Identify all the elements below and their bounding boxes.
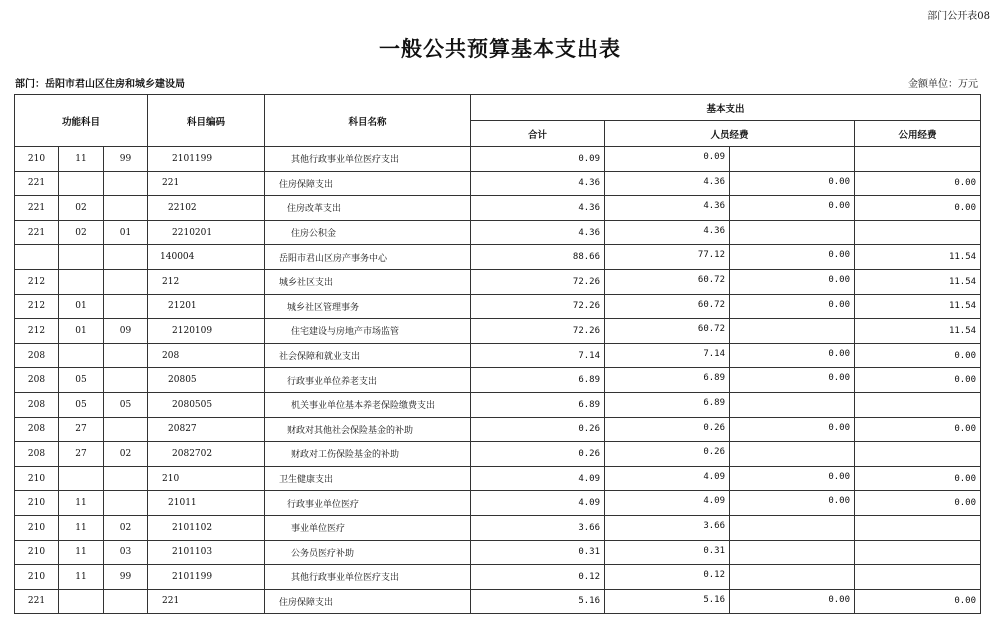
subject-name-cell: 行政事业单位养老支出 <box>265 368 471 393</box>
header-subject-code: 科目编码 <box>148 95 265 147</box>
subject-code-cell: 140004 <box>148 245 265 270</box>
func-section-cell: 02 <box>59 220 104 245</box>
unit-label: 金额单位：万元 <box>908 79 978 90</box>
func-item-cell: 03 <box>104 540 148 565</box>
func-item-cell <box>104 245 148 270</box>
func-section-cell <box>59 171 104 196</box>
func-class-cell: 208 <box>15 368 59 393</box>
public-cell <box>855 565 981 590</box>
personnel-value: 7.14 <box>703 348 726 359</box>
subject-code-cell: 21011 <box>148 491 265 516</box>
table-row <box>15 319 981 344</box>
total-cell: 72.26 <box>471 319 605 344</box>
subject-code-cell: 2101199 <box>148 565 265 590</box>
table-row <box>15 269 981 294</box>
func-class-cell: 210 <box>15 540 59 565</box>
column-divider <box>729 393 730 417</box>
table-row <box>15 368 981 393</box>
personnel-cell <box>605 294 855 319</box>
func-class-cell: 212 <box>15 294 59 319</box>
subject-code-cell: 2101199 <box>148 147 265 172</box>
public-cell: 11.54 <box>855 319 981 344</box>
public-cell: 0.00 <box>855 491 981 516</box>
total-cell: 72.26 <box>471 294 605 319</box>
public-cell <box>855 220 981 245</box>
public-cell: 0.00 <box>855 196 981 221</box>
column-divider <box>729 245 730 269</box>
table-row <box>15 466 981 491</box>
personnel-public-split: 0.00 <box>828 594 851 605</box>
personnel-cell <box>605 147 855 172</box>
personnel-value: 4.09 <box>703 496 726 507</box>
subject-name-cell: 住房公积金 <box>265 220 471 245</box>
subject-name-cell: 住房保障支出 <box>265 589 471 614</box>
table-row <box>15 589 981 614</box>
total-cell: 4.09 <box>471 491 605 516</box>
column-divider <box>729 516 730 540</box>
public-cell: 11.54 <box>855 269 981 294</box>
func-class-cell: 208 <box>15 343 59 368</box>
personnel-value: 60.72 <box>697 299 726 310</box>
personnel-cell <box>605 540 855 565</box>
subject-name-cell: 社会保障和就业支出 <box>265 343 471 368</box>
column-divider <box>729 221 730 245</box>
personnel-public-split: 0.00 <box>828 250 851 261</box>
personnel-value: 3.66 <box>703 520 726 531</box>
total-cell: 0.12 <box>471 565 605 590</box>
subject-name-cell: 公务员医疗补助 <box>265 540 471 565</box>
personnel-public-split: 0.00 <box>828 373 851 384</box>
func-item-cell <box>104 491 148 516</box>
func-section-cell: 11 <box>59 515 104 540</box>
total-cell: 4.36 <box>471 196 605 221</box>
table-row <box>15 515 981 540</box>
column-divider <box>729 467 730 491</box>
subject-name-cell: 岳阳市君山区房产事务中心 <box>265 245 471 270</box>
personnel-value: 4.36 <box>703 176 726 187</box>
table-row <box>15 294 981 319</box>
personnel-value: 6.89 <box>703 373 726 384</box>
func-item-cell: 02 <box>104 515 148 540</box>
func-item-cell <box>104 343 148 368</box>
subject-code-cell: 2210201 <box>148 220 265 245</box>
func-item-cell <box>104 368 148 393</box>
personnel-public-split: 0.00 <box>828 201 851 212</box>
func-section-cell: 11 <box>59 147 104 172</box>
public-cell: 0.00 <box>855 417 981 442</box>
func-item-cell <box>104 196 148 221</box>
func-section-cell: 05 <box>59 368 104 393</box>
func-class-cell <box>15 245 59 270</box>
public-cell <box>855 442 981 467</box>
func-section-cell: 01 <box>59 294 104 319</box>
personnel-cell <box>605 442 855 467</box>
public-cell <box>855 392 981 417</box>
func-item-cell <box>104 589 148 614</box>
func-section-cell: 11 <box>59 491 104 516</box>
total-cell: 0.31 <box>471 540 605 565</box>
personnel-value: 0.31 <box>703 545 726 556</box>
func-class-cell: 212 <box>15 269 59 294</box>
func-class-cell: 210 <box>15 147 59 172</box>
total-cell: 6.89 <box>471 392 605 417</box>
func-item-cell <box>104 417 148 442</box>
table-row <box>15 196 981 221</box>
personnel-value: 0.09 <box>703 152 726 162</box>
personnel-value: 60.72 <box>697 274 726 285</box>
func-item-cell: 99 <box>104 565 148 590</box>
table-row <box>15 417 981 442</box>
personnel-value: 4.36 <box>703 225 726 236</box>
func-item-cell <box>104 294 148 319</box>
subject-name-cell: 行政事业单位医疗 <box>265 491 471 516</box>
func-class-cell: 210 <box>15 565 59 590</box>
public-cell: 11.54 <box>855 245 981 270</box>
func-section-cell: 01 <box>59 319 104 344</box>
column-divider <box>729 270 730 294</box>
func-item-cell: 01 <box>104 220 148 245</box>
func-class-cell: 208 <box>15 442 59 467</box>
subject-code-cell: 208 <box>148 343 265 368</box>
subject-code-cell: 210 <box>148 466 265 491</box>
subject-code-cell: 2082702 <box>148 442 265 467</box>
form-code: 部门公开表08 <box>927 11 990 22</box>
subject-name-cell: 财政对其他社会保险基金的补助 <box>265 417 471 442</box>
subject-code-cell: 2101103 <box>148 540 265 565</box>
personnel-cell <box>605 220 855 245</box>
personnel-cell <box>605 589 855 614</box>
personnel-cell <box>605 245 855 270</box>
personnel-cell <box>605 491 855 516</box>
column-divider <box>729 418 730 442</box>
public-cell: 11.54 <box>855 294 981 319</box>
column-divider <box>729 295 730 319</box>
table-row <box>15 540 981 565</box>
column-divider <box>729 196 730 220</box>
public-cell: 0.00 <box>855 589 981 614</box>
func-section-cell: 27 <box>59 417 104 442</box>
personnel-public-split: 0.00 <box>828 299 851 310</box>
func-class-cell: 212 <box>15 319 59 344</box>
personnel-public-split: 0.00 <box>828 274 851 285</box>
table-row <box>15 392 981 417</box>
total-cell: 88.66 <box>471 245 605 270</box>
table-body <box>15 147 981 614</box>
subject-name-cell: 机关事业单位基本养老保险缴费支出 <box>265 392 471 417</box>
personnel-cell <box>605 269 855 294</box>
personnel-public-split: 0.00 <box>828 496 851 507</box>
subject-code-cell: 2101102 <box>148 515 265 540</box>
subject-name-cell: 卫生健康支出 <box>265 466 471 491</box>
personnel-public-split: 0.00 <box>828 471 851 482</box>
personnel-cell <box>605 319 855 344</box>
subject-name-cell: 住房改革支出 <box>265 196 471 221</box>
public-cell <box>855 515 981 540</box>
subject-name-cell: 其他行政事业单位医疗支出 <box>265 565 471 590</box>
column-divider <box>729 541 730 565</box>
personnel-cell <box>605 171 855 196</box>
total-cell: 72.26 <box>471 269 605 294</box>
personnel-cell <box>605 515 855 540</box>
personnel-public-split: 0.00 <box>828 176 851 187</box>
column-divider <box>729 442 730 466</box>
func-class-cell: 210 <box>15 466 59 491</box>
subject-code-cell: 221 <box>148 171 265 196</box>
department-label: 部门：岳阳市君山区住房和城乡建设局 <box>15 79 185 90</box>
personnel-public-split: 0.00 <box>828 422 851 433</box>
func-section-cell <box>59 245 104 270</box>
column-divider <box>729 565 730 589</box>
func-item-cell <box>104 171 148 196</box>
public-cell: 0.00 <box>855 466 981 491</box>
subject-name-cell: 事业单位医疗 <box>265 515 471 540</box>
column-divider <box>729 344 730 368</box>
table-row <box>15 442 981 467</box>
func-class-cell: 208 <box>15 417 59 442</box>
public-cell: 0.00 <box>855 171 981 196</box>
personnel-value: 0.26 <box>703 447 726 458</box>
header-total: 合计 <box>471 121 605 147</box>
personnel-cell <box>605 417 855 442</box>
personnel-value: 5.16 <box>703 594 726 605</box>
public-cell <box>855 147 981 172</box>
subject-code-cell: 20827 <box>148 417 265 442</box>
subject-name-cell: 其他行政事业单位医疗支出 <box>265 147 471 172</box>
total-cell: 7.14 <box>471 343 605 368</box>
func-class-cell: 221 <box>15 171 59 196</box>
func-section-cell: 11 <box>59 565 104 590</box>
subject-name-cell: 住房保障支出 <box>265 171 471 196</box>
header-function-subject: 功能科目 <box>15 95 148 147</box>
func-item-cell: 99 <box>104 147 148 172</box>
func-section-cell <box>59 343 104 368</box>
personnel-value: 77.12 <box>697 250 726 261</box>
subject-code-cell: 2120109 <box>148 319 265 344</box>
personnel-cell <box>605 392 855 417</box>
total-cell: 0.26 <box>471 417 605 442</box>
subject-name-cell: 财政对工伤保险基金的补助 <box>265 442 471 467</box>
column-divider <box>729 590 730 614</box>
personnel-value: 6.89 <box>703 397 726 408</box>
public-cell <box>855 540 981 565</box>
personnel-public-split: 0.00 <box>828 348 851 359</box>
func-class-cell: 221 <box>15 589 59 614</box>
column-divider <box>729 147 730 171</box>
table-row <box>15 565 981 590</box>
table-row <box>15 220 981 245</box>
func-section-cell: 11 <box>59 540 104 565</box>
func-item-cell: 09 <box>104 319 148 344</box>
func-section-cell <box>59 466 104 491</box>
personnel-cell <box>605 196 855 221</box>
total-cell: 4.36 <box>471 220 605 245</box>
func-section-cell: 27 <box>59 442 104 467</box>
column-divider <box>729 368 730 392</box>
func-item-cell <box>104 466 148 491</box>
personnel-cell <box>605 466 855 491</box>
func-item-cell: 02 <box>104 442 148 467</box>
func-section-cell <box>59 269 104 294</box>
func-class-cell: 210 <box>15 515 59 540</box>
column-divider <box>729 172 730 196</box>
personnel-value: 60.72 <box>697 324 726 335</box>
public-cell: 0.00 <box>855 368 981 393</box>
table-row <box>15 343 981 368</box>
header-subject-name: 科目名称 <box>265 95 471 147</box>
subject-code-cell: 221 <box>148 589 265 614</box>
func-class-cell: 221 <box>15 196 59 221</box>
personnel-cell <box>605 565 855 590</box>
subject-name-cell: 城乡社区管理事务 <box>265 294 471 319</box>
subject-name-cell: 城乡社区支出 <box>265 269 471 294</box>
subject-code-cell: 212 <box>148 269 265 294</box>
expenditure-table <box>14 94 981 614</box>
func-item-cell <box>104 269 148 294</box>
subject-code-cell: 2080505 <box>148 392 265 417</box>
func-section-cell: 05 <box>59 392 104 417</box>
table-row <box>15 245 981 270</box>
table-row <box>15 147 981 172</box>
public-cell: 0.00 <box>855 343 981 368</box>
func-section-cell: 02 <box>59 196 104 221</box>
subject-code-cell: 22102 <box>148 196 265 221</box>
header-personnel: 人员经费 <box>605 121 855 147</box>
func-class-cell: 208 <box>15 392 59 417</box>
table-row <box>15 171 981 196</box>
personnel-cell <box>605 368 855 393</box>
personnel-cell <box>605 343 855 368</box>
total-cell: 3.66 <box>471 515 605 540</box>
total-cell: 6.89 <box>471 368 605 393</box>
total-cell: 0.26 <box>471 442 605 467</box>
total-cell: 5.16 <box>471 589 605 614</box>
subject-name-cell: 住宅建设与房地产市场监管 <box>265 319 471 344</box>
table-row <box>15 491 981 516</box>
header-public: 公用经费 <box>855 121 981 147</box>
total-cell: 4.09 <box>471 466 605 491</box>
func-class-cell: 210 <box>15 491 59 516</box>
column-divider <box>729 319 730 343</box>
personnel-value: 4.36 <box>703 201 726 212</box>
total-cell: 4.36 <box>471 171 605 196</box>
subject-code-cell: 21201 <box>148 294 265 319</box>
subject-code-cell: 20805 <box>148 368 265 393</box>
func-section-cell <box>59 589 104 614</box>
personnel-value: 4.09 <box>703 471 726 482</box>
personnel-value: 0.12 <box>703 570 726 581</box>
header-basic-expenditure: 基本支出 <box>471 95 981 121</box>
total-cell: 0.09 <box>471 147 605 172</box>
column-divider <box>729 491 730 515</box>
personnel-value: 0.26 <box>703 422 726 433</box>
func-class-cell: 221 <box>15 220 59 245</box>
func-item-cell: 05 <box>104 392 148 417</box>
page-title: 一般公共预算基本支出表 <box>379 36 621 61</box>
